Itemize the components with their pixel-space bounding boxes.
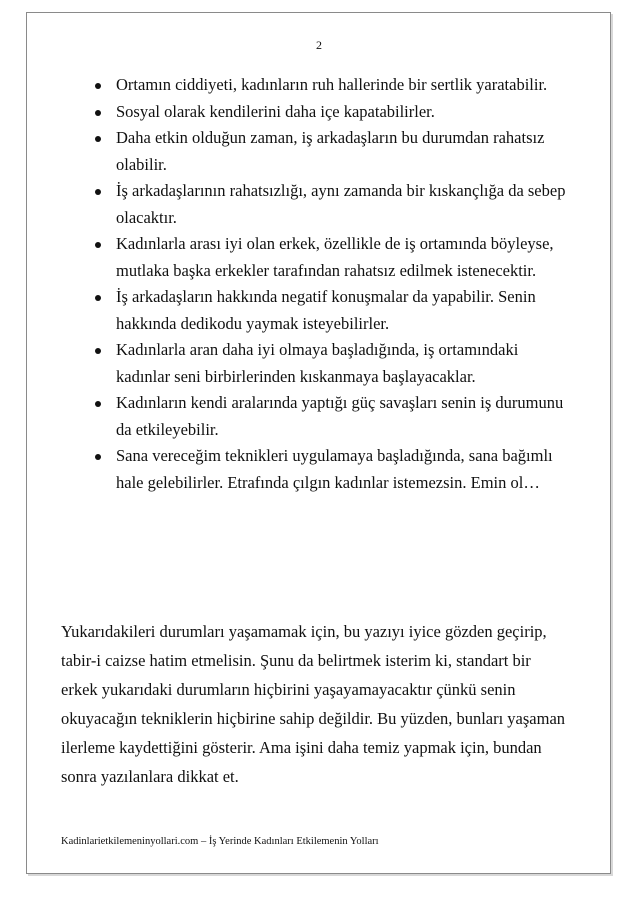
bullet-icon [95,136,101,142]
bullet-icon [95,242,101,248]
bullet-icon [95,454,101,460]
list-item-text: Kadınlarla aran daha iyi olmaya başladığında, iş ortamındaki kadınlar seni birbirlerinden kıskanmaya başlayacaklar. [116,340,519,386]
list-item [70,178,570,231]
bullet-icon [95,348,101,354]
list-item-text: Kadınlarla arası iyi olan erkek, özellikle de iş ortamında böyleyse, mutlaka başka erkekler tarafından rahatsız edilmek istenecektir. [116,234,554,280]
list-item-text: İş arkadaşlarının rahatsızlığı, aynı zamanda bir kıskançlığa da sebep olacaktır. [116,181,566,227]
bullet-icon [95,295,101,301]
list-item-text: İş arkadaşların hakkında negatif konuşmalar da yapabilir. Senin hakkında dedikodu yaymak isteyebilirler. [116,287,536,333]
bullet-list [70,72,570,496]
list-item [70,72,570,99]
list-item-text: Ortamın ciddiyeti, kadınların ruh hallerinde bir sertlik yaratabilir. [116,75,548,94]
bullet-icon [95,83,101,89]
page-number: 2 [316,38,322,52]
list-item-text: Kadınların kendi aralarında yaptığı güç savaşları senin iş durumunu da etkileyebilir. [116,393,564,439]
list-item [70,231,570,284]
list-item [70,99,570,126]
list-item-text: Sana vereceğim teknikleri uygulamaya başladığında, sana bağımlı hale gelebilirler. Etrafında çılgın kadınlar istemezsin. Emin ol… [116,446,553,492]
bullet-icon [95,110,101,116]
list-item [70,284,570,337]
list-item-text: Sosyal olarak kendilerini daha içe kapatabilirler. [116,101,435,121]
list-item [70,125,570,178]
list-item [70,390,570,443]
list-item-text: Daha etkin olduğun zaman, iş arkadaşların bu durumdan rahatsız olabilir. [116,128,545,174]
body-paragraph: Yukarıdakileri durumları yaşamamak için, bu yazıyı iyice gözden geçirip, tabir-i caizse hatim etmelisin. Şunu da belirtmek isterim ki, standart bir erkek yukarıdaki durumların hiçbirini yaşayamayacaktır çünkü senin okuyacağın tekniklerin hiçbirine sahip değildir. Bu yüzden, bunları yaşaman ilerleme kaydettiğini gösterir. Ama işini daha temiz yapmak için, bundan sonra yazılanlara dikkat et. [61,622,566,786]
list-item [70,337,570,390]
bullet-icon [95,189,101,195]
bullet-icon [95,401,101,407]
page-footer: Kadinlarietkilemeninyollari.com – İş Yerinde Kadınları Etkilemenin Yolları [61,836,379,847]
list-item [70,443,570,496]
